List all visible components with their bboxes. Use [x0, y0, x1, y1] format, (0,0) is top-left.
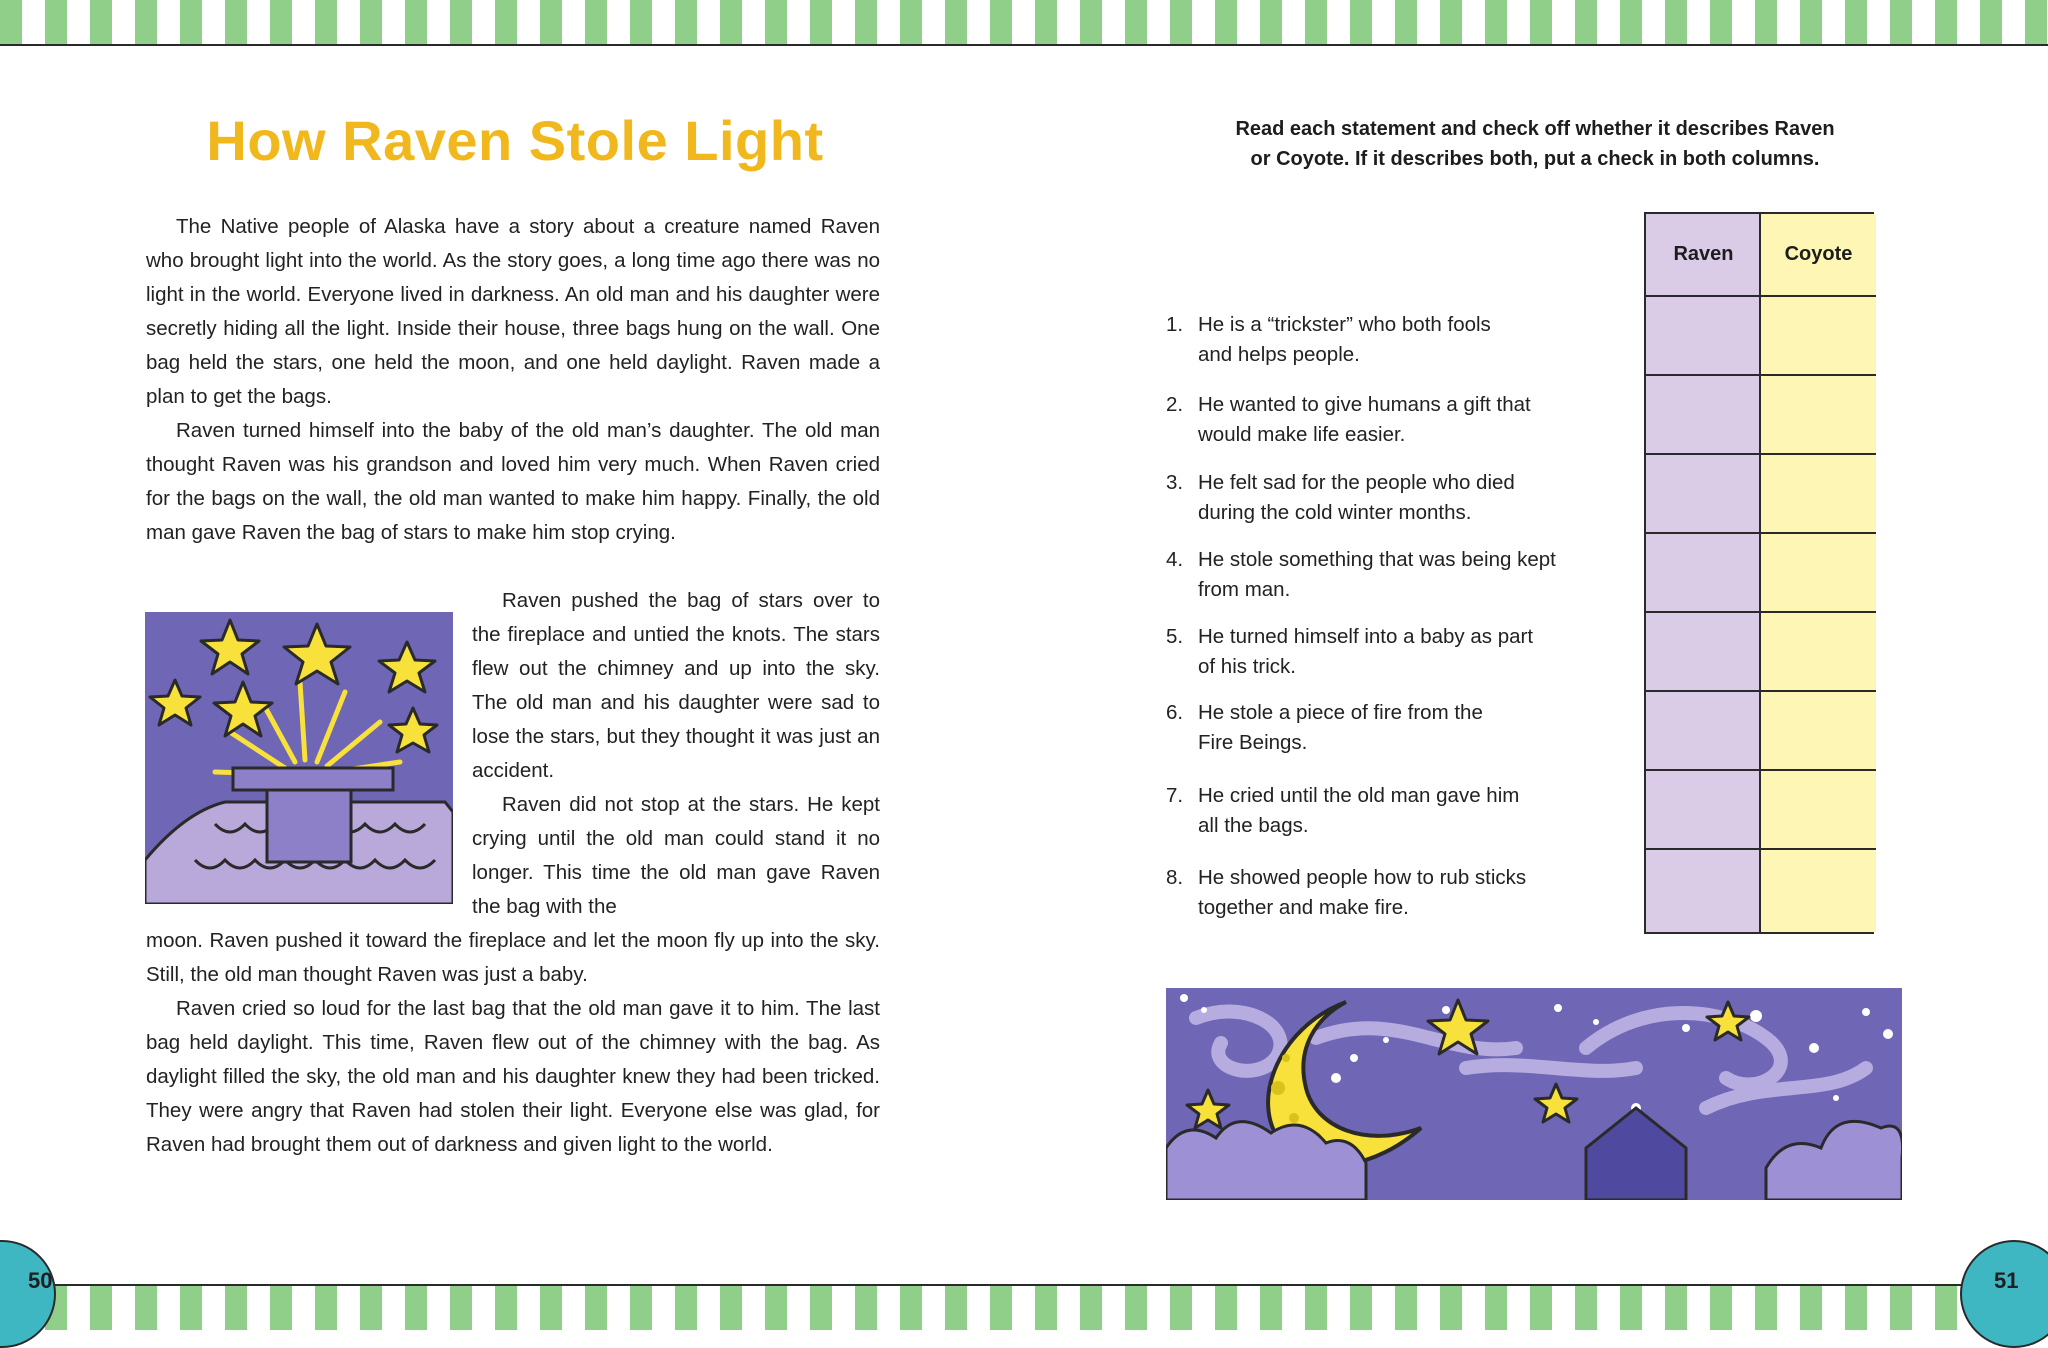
story-paragraph: Raven did not stop at the stars. He kept crying until the old man could stand it no longer. This time the old man gave Raven the bag with the: [472, 793, 880, 918]
statement-text: of his trick.: [1198, 655, 1296, 678]
story-paragraph: Raven cried so loud for the last bag that the old man gave it to him. The last bag held daylight. This time, Raven flew out of the chimney with the bag. As daylight filled the sky, the old man and his daughter knew they had been tricked. They were angry that Raven had stolen their light. Everyone else was glad, for Raven had brought them out of darkness and given light to the world.: [146, 997, 880, 1156]
instructions-line: or Coyote. If it describes both, put a check in both columns.: [1250, 148, 1820, 170]
raven-column: [1646, 214, 1761, 932]
page-number-tab-left: [0, 1240, 56, 1348]
coyote-checkbox-8[interactable]: [1761, 848, 1876, 932]
statement-text: He stole something that was being kept: [1198, 548, 1556, 571]
coyote-column-header: Coyote: [1761, 214, 1876, 295]
statement-text: Fire Beings.: [1198, 731, 1308, 754]
statement-text: He showed people how to rub sticks: [1198, 866, 1527, 889]
raven-checkbox-8[interactable]: [1646, 848, 1761, 932]
statement-text: during the cold winter months.: [1198, 501, 1472, 524]
story-text-mid: [472, 584, 880, 924]
statement-number: 1.: [1166, 313, 1184, 336]
statement-number: 2.: [1166, 393, 1184, 416]
raven-checkbox-2[interactable]: [1646, 374, 1761, 453]
statement-text: and helps people.: [1198, 343, 1360, 366]
coyote-checkbox-1[interactable]: [1761, 295, 1876, 374]
chimney-stars-illustration: [145, 612, 453, 904]
statement-text: He stole a piece of fire from the: [1198, 701, 1483, 724]
raven-checkbox-6[interactable]: [1646, 690, 1761, 769]
raven-checkbox-1[interactable]: [1646, 295, 1761, 374]
statement-text: all the bags.: [1198, 814, 1309, 837]
coyote-checkbox-4[interactable]: [1761, 532, 1876, 611]
statement-number: 7.: [1166, 784, 1184, 807]
raven-checkbox-7[interactable]: [1646, 769, 1761, 848]
raven-column-header: Raven: [1646, 214, 1761, 295]
coyote-checkbox-6[interactable]: [1761, 690, 1876, 769]
statement-number: 6.: [1166, 701, 1184, 724]
statement-text: together and make fire.: [1198, 896, 1409, 919]
story-paragraph: Raven turned himself into the baby of the old man’s daughter. The old man thought Raven was his grandson and loved him very much. When Raven cried for the bags on the wall, the old man wanted to make him happy. Finally, the old man gave Raven the bag of stars to make him stop crying.: [146, 419, 880, 544]
page-number-right: 51: [1994, 1268, 2019, 1293]
coyote-checkbox-5[interactable]: [1761, 611, 1876, 690]
story-paragraph: The Native people of Alaska have a story about a creature named Raven who brought light into the world. As the story goes, a long time ago there was no light in the world. Everyone lived in darkness. An old man and his daughter were secretly hiding all the light. Inside their house, three bags hung on the wall. One bag held the stars, one held the moon, and one held daylight. Raven made a plan to get the bags.: [146, 215, 880, 408]
statement-text: would make life easier.: [1198, 423, 1406, 446]
check-grid: [1644, 212, 1874, 934]
moon-night-illustration: [1166, 988, 1902, 1200]
coyote-checkbox-2[interactable]: [1761, 374, 1876, 453]
raven-checkbox-4[interactable]: [1646, 532, 1761, 611]
top-stripe-border: [0, 0, 2048, 46]
story-paragraph: Raven pushed the bag of stars over to the fireplace and untied the knots. The stars flew out the chimney and up into the sky. The old man and his daughter were sad to lose the stars, but they thought it was just an accident.: [472, 589, 880, 782]
statement-text: from man.: [1198, 578, 1291, 601]
raven-checkbox-3[interactable]: [1646, 453, 1761, 532]
statement-text: He is a “trickster” who both fools: [1198, 313, 1491, 336]
chimney-stars-svg: [145, 612, 453, 904]
instructions-line: Read each statement and check off whether it describes Raven: [1235, 118, 1835, 140]
coyote-checkbox-7[interactable]: [1761, 769, 1876, 848]
statement-text: He felt sad for the people who died: [1198, 471, 1515, 494]
page-number-left: 50: [28, 1268, 53, 1293]
statement-number: 5.: [1166, 625, 1184, 648]
story-paragraph: moon. Raven pushed it toward the fireplace and let the moon fly up into the sky. Still, the old man thought Raven was just a baby.: [146, 929, 880, 986]
coyote-checkbox-3[interactable]: [1761, 453, 1876, 532]
page-title: How Raven Stole Light: [206, 109, 824, 172]
coyote-column: [1761, 214, 1876, 932]
instructions: [1160, 114, 1910, 174]
story-text-end: [146, 924, 880, 1162]
statement-text: He wanted to give humans a gift that: [1198, 393, 1531, 416]
column-divider: [1759, 214, 1761, 932]
raven-checkbox-5[interactable]: [1646, 611, 1761, 690]
statement-text: He turned himself into a baby as part: [1198, 625, 1534, 648]
statement-number: 4.: [1166, 548, 1184, 571]
statement-text: He cried until the old man gave him: [1198, 784, 1520, 807]
statement-number: 3.: [1166, 471, 1184, 494]
moon-night-svg: [1166, 988, 1902, 1200]
bottom-stripe-border: [0, 1284, 2048, 1330]
statement-number: 8.: [1166, 866, 1184, 889]
page-number-tab-right: [1960, 1240, 2048, 1348]
